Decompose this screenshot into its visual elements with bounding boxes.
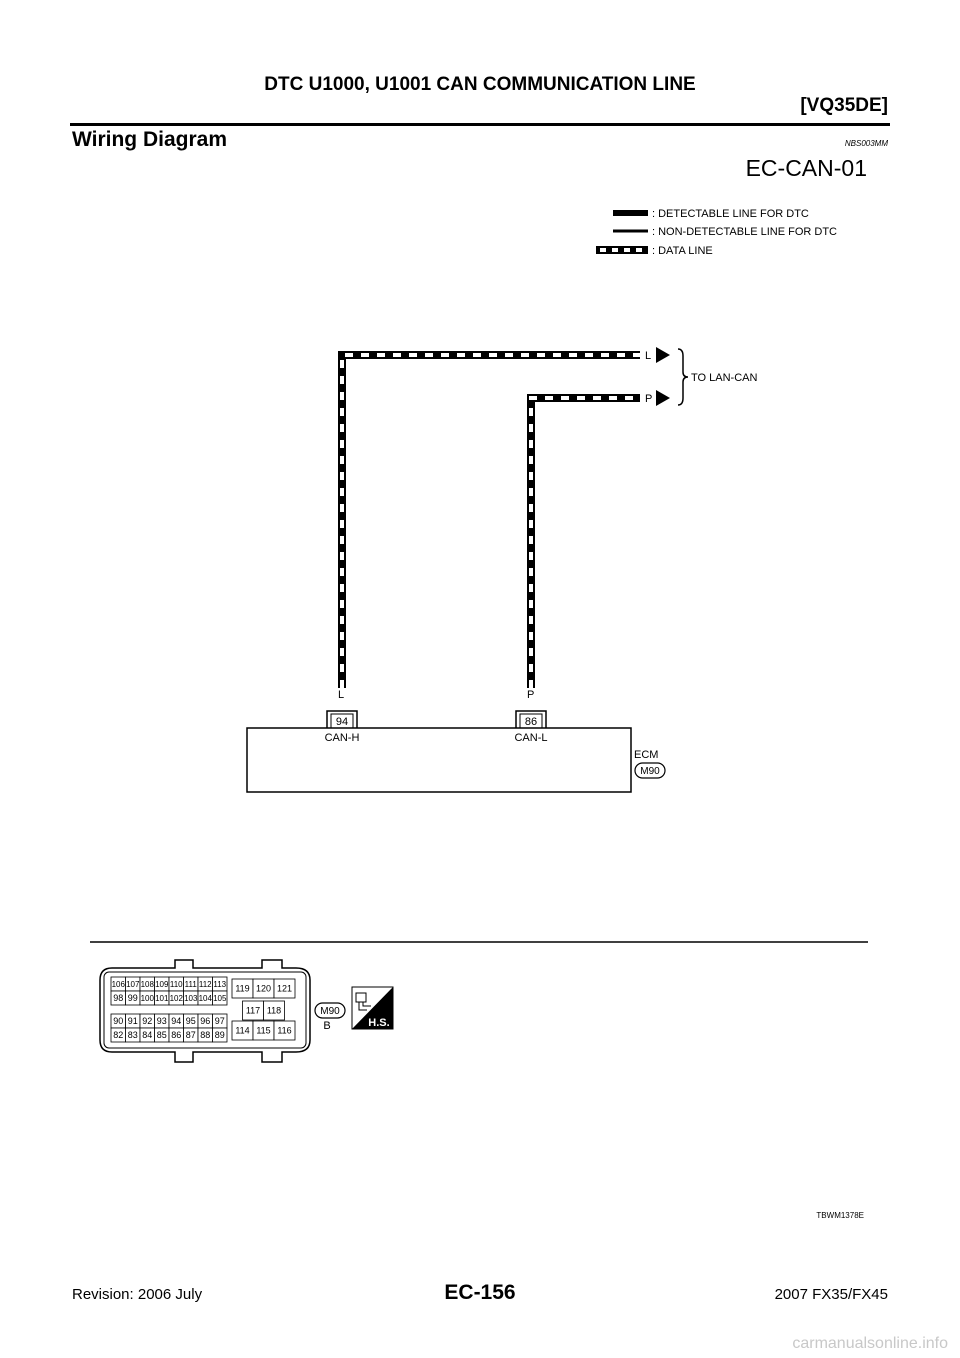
connector-pin-cell bbox=[140, 991, 155, 1005]
connector-pin-number: 99 bbox=[127, 993, 138, 1004]
connector-pin-cell bbox=[155, 1028, 170, 1042]
hs-label: H.S. bbox=[368, 1017, 390, 1029]
engine-tag: [VQ35DE] bbox=[800, 95, 888, 116]
wire-color-bottom-right: P bbox=[645, 393, 653, 405]
pin-94 bbox=[327, 711, 357, 728]
ecm-connector-id: M90 bbox=[640, 766, 660, 777]
connector-pin-cell bbox=[140, 1014, 155, 1028]
model-text: 2007 FX35/FX45 bbox=[774, 1286, 888, 1303]
connector-pin-number: 114 bbox=[235, 1025, 250, 1036]
connector-pin-cell bbox=[169, 977, 184, 991]
legend-data-line-text: : DATA LINE bbox=[652, 245, 713, 257]
connector-pin-number: 91 bbox=[127, 1016, 138, 1027]
connector-pin-number: 84 bbox=[142, 1030, 153, 1041]
connector-pin-number: 107 bbox=[126, 979, 140, 989]
pin-number: 94 bbox=[335, 716, 349, 728]
wire-color-can-l: P bbox=[527, 689, 535, 701]
connector-pin-number: 113 bbox=[213, 979, 227, 989]
connector-pin-cell bbox=[184, 977, 199, 991]
connector-pin-number: 90 bbox=[113, 1016, 124, 1027]
connector-pin-cell bbox=[213, 1028, 228, 1042]
connector-pin-cell bbox=[155, 991, 170, 1005]
connector-pin-cell bbox=[126, 1014, 141, 1028]
connector-pin-number: 86 bbox=[171, 1030, 182, 1041]
connector-pin-cell bbox=[253, 979, 274, 998]
section-title: Wiring Diagram bbox=[72, 128, 227, 151]
connector-pin-cell bbox=[169, 1014, 184, 1028]
connector-pin-cell bbox=[264, 1001, 285, 1020]
connector-pin-number: 96 bbox=[200, 1016, 211, 1027]
connector-pin-number: 111 bbox=[184, 979, 197, 989]
connector-pin-number: 106 bbox=[111, 979, 125, 989]
connector-pin-number: 101 bbox=[155, 993, 169, 1003]
connector-pin-number: 104 bbox=[198, 993, 212, 1003]
connector-pin-number: 115 bbox=[256, 1025, 271, 1036]
connector-pin-cell bbox=[198, 1014, 213, 1028]
watermark: carmanualsonline.info bbox=[792, 1335, 948, 1352]
connector-pin-number: 82 bbox=[113, 1030, 124, 1041]
connector-color: B bbox=[323, 1020, 331, 1032]
connector-pin-number: 105 bbox=[213, 993, 227, 1003]
connector-pin-number: 120 bbox=[255, 983, 272, 994]
diagram-code: EC-CAN-01 bbox=[745, 155, 867, 181]
ecm-label: ECM bbox=[634, 749, 659, 761]
connector-pin-cell bbox=[213, 977, 228, 991]
connector-pin-number: 88 bbox=[200, 1030, 211, 1041]
legend-non-detectable-text: : NON-DETECTABLE LINE FOR DTC bbox=[652, 226, 837, 238]
connector-pin-number: 87 bbox=[185, 1030, 196, 1041]
connector-pin-number: 118 bbox=[266, 1005, 282, 1016]
connector-pin-number: 92 bbox=[142, 1016, 153, 1027]
signal-can-h: CAN-H bbox=[324, 732, 360, 744]
connector-pin-cell bbox=[198, 1028, 213, 1042]
connector-view bbox=[100, 960, 310, 1062]
connector-pin-cell bbox=[213, 991, 228, 1005]
harness-side-icon bbox=[352, 987, 393, 1029]
connector-pin-number: 89 bbox=[214, 1030, 225, 1041]
page-header-title: DTC U1000, U1001 CAN COMMUNICATION LINE bbox=[264, 74, 696, 95]
connector-pin-cell bbox=[198, 977, 213, 991]
connector-pin-cell bbox=[184, 1014, 199, 1028]
connector-pin-cell bbox=[169, 991, 184, 1005]
connector-pin-number: 119 bbox=[235, 983, 250, 994]
ecm-box bbox=[247, 728, 631, 792]
connector-pin-number: 109 bbox=[155, 979, 169, 989]
connector-pin-cell bbox=[274, 1021, 295, 1040]
connector-pin-number: 98 bbox=[113, 993, 124, 1004]
arrow-right-icon bbox=[656, 347, 670, 363]
wire-can-h bbox=[342, 355, 640, 688]
connector-pin-cell bbox=[126, 977, 141, 991]
connector-pin-cell bbox=[140, 1028, 155, 1042]
connector-pin-cell bbox=[126, 1028, 141, 1042]
connector-pin-cell bbox=[253, 1021, 274, 1040]
view-connector-id: M90 bbox=[320, 1006, 340, 1017]
legend bbox=[596, 208, 837, 257]
connector-pin-number: 102 bbox=[169, 993, 183, 1003]
connector-pin-cell bbox=[232, 1021, 253, 1040]
connector-pin-number: 112 bbox=[198, 979, 212, 989]
connector-pin-number: 94 bbox=[171, 1016, 182, 1027]
connector-pin-cell bbox=[198, 991, 213, 1005]
connector-pin-cell bbox=[111, 1028, 126, 1042]
connector-pin-number: 93 bbox=[156, 1016, 167, 1027]
connector-pin-number: 117 bbox=[245, 1005, 261, 1016]
connector-pin-number: 100 bbox=[140, 993, 154, 1003]
page-number: EC-156 bbox=[444, 1281, 516, 1304]
connector-pin-cell bbox=[232, 979, 253, 998]
connector-pin-number: 108 bbox=[140, 979, 154, 989]
revision-text: Revision: 2006 July bbox=[72, 1286, 203, 1303]
connector-pin-cell bbox=[155, 977, 170, 991]
connector-pin-number: 97 bbox=[214, 1016, 225, 1027]
connector-pin-cell bbox=[184, 991, 199, 1005]
connector-pin-number: 103 bbox=[184, 993, 198, 1003]
wire-can-l bbox=[531, 398, 640, 688]
connector-pin-cell bbox=[140, 977, 155, 991]
connector-pin-cell bbox=[213, 1014, 228, 1028]
connector-pin-cell bbox=[111, 991, 126, 1005]
destination-label: TO LAN-CAN bbox=[691, 372, 758, 384]
section-code: NBS003MM bbox=[844, 139, 888, 148]
connector-pin-number: 95 bbox=[185, 1016, 196, 1027]
connector-pin-cell bbox=[243, 1001, 264, 1020]
pin-86 bbox=[516, 711, 546, 728]
wire-color-can-h: L bbox=[338, 689, 345, 701]
pin-number: 86 bbox=[524, 716, 538, 728]
wire-color-top-right: L bbox=[645, 350, 652, 362]
connector-pin-number: 83 bbox=[127, 1030, 138, 1041]
connector-pin-cell bbox=[169, 1028, 184, 1042]
connector-pin-cell bbox=[111, 977, 126, 991]
connector-pin-cell bbox=[111, 1014, 126, 1028]
connector-pin-number: 85 bbox=[156, 1030, 167, 1041]
figure-reference-code: TBWM1378E bbox=[816, 1211, 864, 1220]
legend-detectable-text: : DETECTABLE LINE FOR DTC bbox=[652, 208, 809, 220]
connector-pin-number: 110 bbox=[169, 979, 183, 989]
connector-pin-cell bbox=[274, 979, 295, 998]
connector-pin-number: 116 bbox=[277, 1025, 292, 1036]
connector-pin-cell bbox=[155, 1014, 170, 1028]
connector-pin-number: 121 bbox=[276, 983, 293, 994]
signal-can-l: CAN-L bbox=[514, 732, 548, 744]
arrow-right-icon bbox=[656, 390, 670, 406]
connector-pin-cell bbox=[184, 1028, 199, 1042]
connector-pin-cell bbox=[126, 991, 141, 1005]
brace bbox=[678, 349, 688, 405]
